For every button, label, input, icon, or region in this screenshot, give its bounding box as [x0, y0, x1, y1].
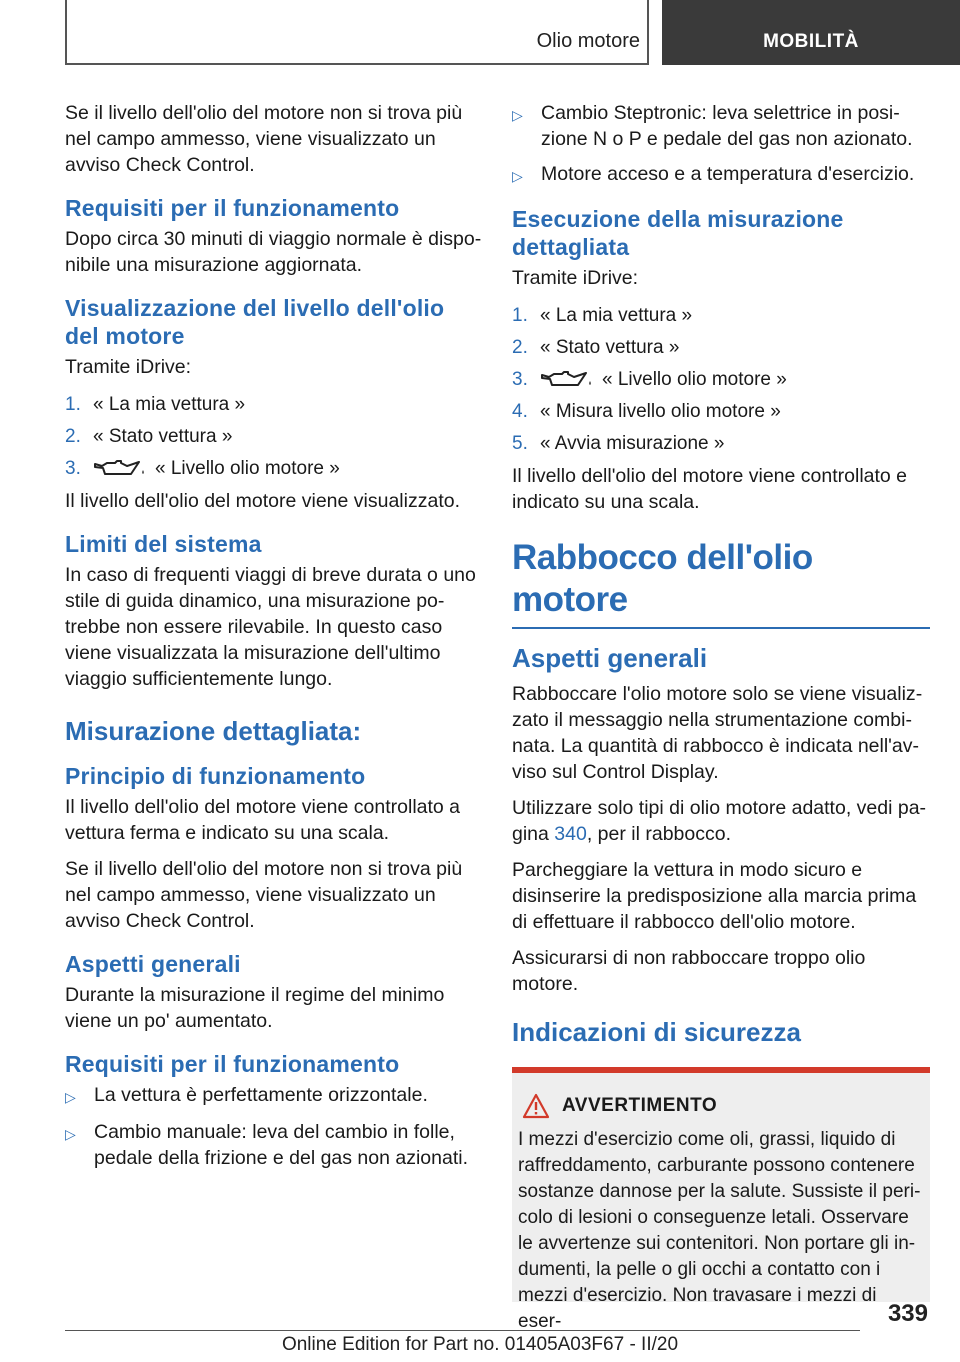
- heading-oil-level-display: Visualizzazione del livello dell'olio del motore: [65, 295, 445, 349]
- step-item: [65, 424, 483, 450]
- warning-title: AVVERTIMENTO: [562, 1095, 718, 1116]
- step-text: « Misura livello olio motore »: [540, 401, 781, 422]
- paragraph: Parcheggiare la vettura in modo sicuro e disinserire la predisposizione alla marcia prima di effettuare il rabbocco dell'olio motore.: [512, 859, 917, 933]
- warning-text: I mezzi d'esercizio come oli, grassi, liquido di raffreddamento, carburante possono contenere sostanze dannose per la salute. Sussiste il pericolo di lesioni o conseguenze letali. Osservare le avvertenze sui contenitori. Non portare gli indumenti, la pelle o gli occhi a contatto con i mezzi d'esercizio. Non travasare i mezzi di eser-: [518, 1129, 921, 1332]
- paragraph: Tramite iDrive:: [65, 356, 192, 378]
- page-number: 339: [887, 1300, 928, 1327]
- step-text: « Avvia misurazione »: [540, 433, 725, 454]
- page-link[interactable]: 340: [554, 823, 587, 845]
- step-number: 3.: [65, 458, 81, 479]
- list-item: [65, 1082, 483, 1110]
- steps-list: [512, 303, 930, 457]
- triangle-bullet-icon: ▷: [512, 107, 523, 123]
- heading-detailed-measurement: Misurazione dettagliata:: [65, 716, 362, 746]
- paragraph: Dopo circa 30 minuti di viaggio normale è disponibile una misurazione aggiornata.: [65, 228, 482, 276]
- heading-requirements: Requisiti per il funzionamento: [65, 195, 400, 221]
- step-number: 4.: [512, 401, 528, 422]
- paragraph: Il livello dell'olio del motore viene controllato a vettura ferma e indicato su una scala.: [65, 796, 461, 844]
- step-text: « Stato vettura »: [93, 426, 233, 447]
- step-text: « Livello olio motore »: [602, 369, 787, 390]
- step-number: 5.: [512, 433, 528, 454]
- heading-requirements: Requisiti per il funzionamento: [65, 1051, 400, 1077]
- paragraph: Se il livello dell'olio del motore non si trova più nel campo ammesso, viene visualizzato un avviso Check Control.: [65, 102, 463, 176]
- footer-edition: Online Edition for Part no. 01405A03F67 - II/20: [281, 1334, 679, 1355]
- paragraph: Il livello dell'olio del motore viene visualizzato.: [65, 490, 460, 512]
- step-item: [65, 392, 483, 418]
- left-column: [65, 100, 483, 1180]
- list-item: [512, 100, 930, 152]
- step-number: 2.: [65, 426, 81, 447]
- heading-system-limits: Limiti del sistema: [65, 531, 262, 557]
- list-item: [65, 1119, 483, 1171]
- step-text: « Stato vettura »: [540, 337, 680, 358]
- oil-can-icon: [540, 369, 594, 391]
- list-item: [512, 161, 930, 189]
- step-item: [512, 399, 930, 425]
- step-item: [512, 335, 930, 361]
- paragraph: [512, 795, 930, 847]
- text: Utilizzare solo tipi di olio motore adatto, vedi pagina: [512, 797, 927, 845]
- bullet-list: [512, 100, 930, 189]
- section-title: Olio motore: [536, 30, 640, 52]
- paragraph: Se il livello dell'olio del motore non si trova più nel campo ammesso, viene visualizzato un avviso Check Control.: [65, 858, 463, 932]
- chapter-tab: MOBILITÀ: [662, 0, 960, 65]
- paragraph: Tramite iDrive:: [512, 267, 639, 289]
- footer-divider: [65, 1330, 860, 1331]
- warning-triangle-icon: [522, 1093, 550, 1119]
- step-number: 1.: [65, 394, 81, 415]
- text: , per il rabbocco.: [586, 823, 731, 845]
- step-item: [512, 367, 930, 393]
- step-text: « La mia vettura »: [93, 394, 246, 415]
- bullet-list: [65, 1082, 483, 1171]
- list-text: Motore acceso e a temperatura d'esercizio.: [541, 163, 915, 185]
- step-item: [512, 303, 930, 329]
- list-text: Cambio Steptronic: leva selettrice in posizione N o P e pedale del gas non azionato.: [541, 102, 913, 150]
- paragraph: Assicurarsi di non rabboccare troppo olio motore.: [512, 947, 866, 995]
- step-text: « La mia vettura »: [540, 305, 693, 326]
- paragraph: In caso di frequenti viaggi di breve durata o uno stile di guida dinamico, una misurazione potrebbe non essere rilevabile. In questo caso viene visualizzata la misurazione dell'ultimo viaggio sufficientemente lungo.: [65, 564, 476, 690]
- step-item: [65, 456, 483, 482]
- step-number: 1.: [512, 305, 528, 326]
- list-text: La vettura è perfettamente orizzontale.: [94, 1084, 428, 1106]
- list-text: Cambio manuale: leva del cambio in folle, pedale della frizione e del gas non azionati.: [94, 1121, 469, 1169]
- paragraph: Durante la misurazione il regime del minimo viene un po' aumentato.: [65, 984, 445, 1032]
- heading-safety: Indicazioni di sicurezza: [512, 1017, 801, 1047]
- heading-execution: Esecuzione della misurazione dettagliata: [512, 206, 844, 260]
- steps-list: [65, 392, 483, 482]
- heading-general: Aspetti generali: [65, 951, 241, 977]
- warning-header: [518, 1093, 924, 1119]
- paragraph: Rabboccare l'olio motore solo se viene visualizzato il messaggio nella strumentazione combinata. La quantità di rabbocco è indicata nell'avviso sul Control Display.: [512, 683, 923, 783]
- triangle-bullet-icon: ▷: [512, 168, 523, 184]
- step-item: [512, 431, 930, 457]
- heading-principle: Principio di funzionamento: [65, 763, 366, 789]
- paragraph: Il livello dell'olio del motore viene controllato e indicato su una scala.: [512, 465, 908, 513]
- triangle-bullet-icon: ▷: [65, 1089, 76, 1105]
- step-text: « Livello olio motore »: [155, 458, 340, 479]
- triangle-bullet-icon: ▷: [65, 1126, 76, 1142]
- step-number: 2.: [512, 337, 528, 358]
- heading-general: Aspetti generali: [512, 643, 708, 673]
- oil-can-icon: [93, 458, 147, 480]
- heading-top-up-oil: Rabbocco dell'olio motore: [512, 537, 930, 629]
- step-number: 3.: [512, 369, 528, 390]
